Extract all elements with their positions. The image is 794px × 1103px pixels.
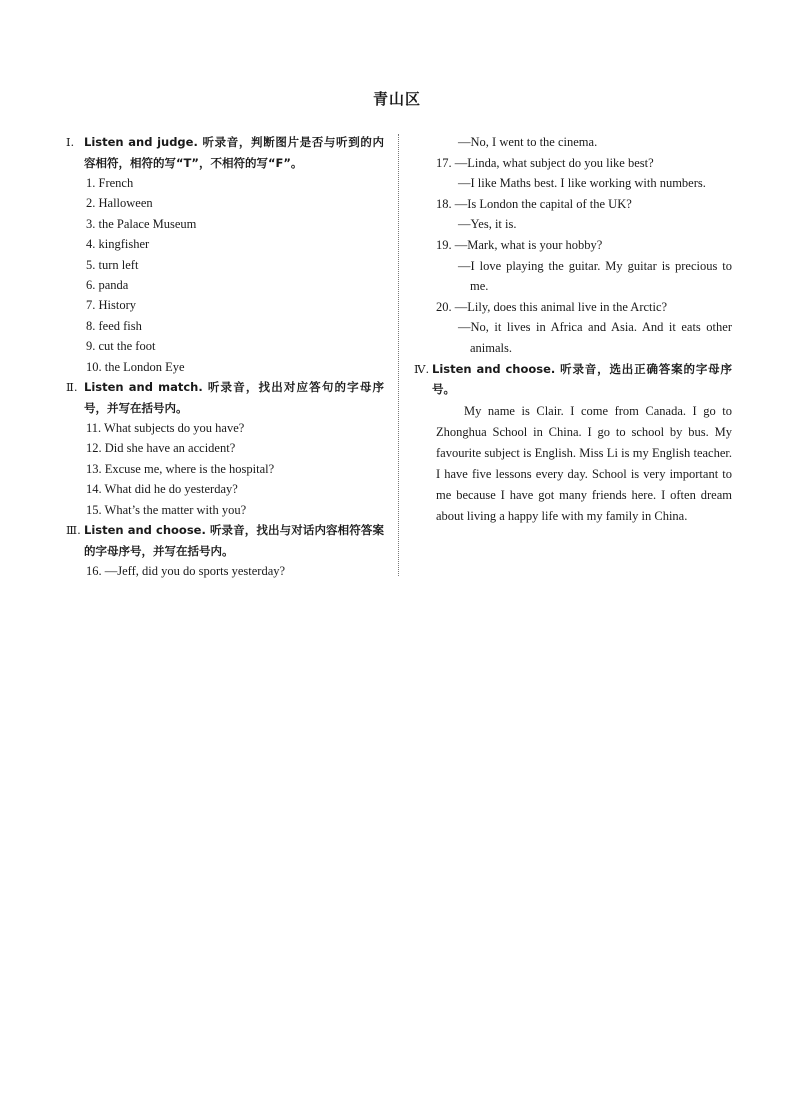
- section-4-instructions: Listen and choose. 听录音，选出正确答案的字母序号。: [432, 361, 732, 397]
- list-item: 9. cut the foot: [86, 339, 156, 354]
- section-1-numeral: Ⅰ.: [66, 135, 75, 149]
- answer-20: —No, it lives in Africa and Asia. And it eats other animals.: [458, 320, 732, 355]
- column-divider: [398, 134, 399, 576]
- question-18: 18. —Is London the capital of the UK?: [436, 196, 632, 211]
- list-item: 6. panda: [86, 278, 129, 293]
- answer-17: —I like Maths best. I like working with numbers.: [458, 176, 706, 191]
- list-item: 3. the Palace Museum: [86, 216, 197, 231]
- list-item: 5. turn left: [86, 257, 139, 272]
- list-item: 2. Halloween: [86, 196, 153, 211]
- list-item: 7. History: [86, 298, 136, 313]
- section-2-heading: [66, 377, 384, 418]
- question-20: 20. —Lily, does this animal live in the Arctic?: [436, 299, 668, 314]
- section-2-instructions: Listen and match. 听录音，找出对应答句的字母序号，并写在括号内。: [84, 380, 384, 415]
- list-item: 15. What’s the matter with you?: [86, 502, 247, 517]
- list-item: 13. Excuse me, where is the hospital?: [86, 461, 275, 476]
- reading-passage: My name is Clair. I come from Canada. I go to Zhonghua School in China. I go to school by bus. My favourite subject is English. Miss Li is my English teacher. I have five lessons every day. School is very important to me because I have got many friends here. I often dream about living a happy life with my family in China.: [436, 403, 732, 523]
- list-item: 8. feed fish: [86, 318, 142, 333]
- question-17: 17. —Linda, what subject do you like best?: [436, 155, 654, 170]
- right-column: [414, 132, 732, 527]
- section-4-numeral: Ⅳ.: [414, 361, 430, 376]
- answer-18: —Yes, it is.: [458, 217, 517, 232]
- section-1-instructions: Listen and judge. 听录音，判断图片是否与听到的内容相符，相符的写“T”，不相符的写“F”。: [84, 135, 384, 170]
- section-4-heading: [414, 359, 732, 400]
- section-3-heading: [66, 520, 384, 561]
- section-3-instructions: Listen and choose. 听录音，找出与对话内容相符答案的字母序号，并写在括号内。: [84, 523, 384, 558]
- answer-19: —I love playing the guitar. My guitar is precious to me.: [458, 258, 732, 294]
- answer-16: —No, I went to the cinema.: [458, 135, 598, 149]
- list-item: 1. French: [86, 176, 134, 190]
- question-16: 16. —Jeff, did you do sports yesterday?: [86, 564, 286, 579]
- page-title: 青山区: [372, 90, 421, 108]
- list-item: 12. Did she have an accident?: [86, 441, 236, 456]
- list-item: 4. kingfisher: [86, 237, 150, 252]
- section-3-numeral: Ⅲ.: [66, 523, 81, 538]
- list-item: 14. What did he do yesterday?: [86, 482, 238, 497]
- left-column: [66, 132, 384, 582]
- section-1-heading: [66, 132, 384, 173]
- list-item: 11. What subjects do you have?: [86, 421, 245, 436]
- list-item: 10. the London Eye: [86, 359, 185, 374]
- question-19: 19. —Mark, what is your hobby?: [436, 237, 603, 252]
- section-2-numeral: Ⅱ.: [66, 380, 78, 395]
